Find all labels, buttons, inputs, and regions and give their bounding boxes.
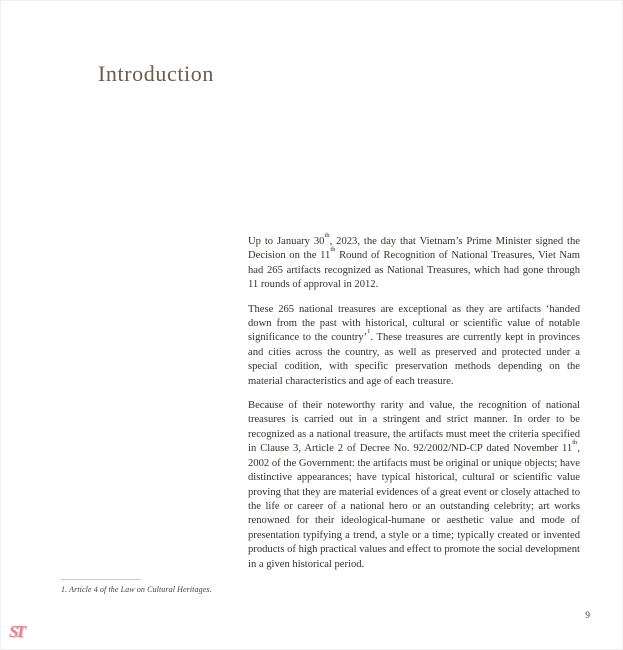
paragraph: Up to January 30th, 2023, the day that Vietnam’s Prime Minister signed the Decision on the 11th Round of Recognition of National Treasures, Viet Nam had 265 artifacts recognized as National Treasures, which had gone through 11 rounds of approval in 2012. [248, 231, 580, 291]
paragraph: Because of their noteworthy rarity and value, the recognition of national treasures is carried out in a stringent and strict manner. In order to be recognized as a national treasure, the artifacts must meet the criteria specified in Clause 3, Article 2 of Decree No. 92/2002/ND-CP dated November 11th, 2002 of the Government: the artifacts must be original or unique objects; have distinctive appearances; have typical historical, cultural or scientific value proving that they are material evidences of a great event or closely attached to the life or career of a national hero or an outstanding celebrity; art works renowned for their ideological-humane or aesthetic value and mode of presentation typifying a trend, a style or a time; typically created or invented products of high practical values and effect to promote the social development in a given historical period. [248, 400, 580, 570]
body-text [248, 231, 580, 582]
page-number: 9 [585, 611, 590, 621]
page-title: Introduction [98, 61, 214, 86]
footnote-divider [61, 579, 141, 580]
footnote [61, 579, 241, 594]
paragraph: These 265 national treasures are exceptional as they are artifacts ‘handed down from the past with historical, cultural or scientific value of notable significance to the country’$^1$. These treasures are currently kept in provinces and cities across the country, as well as preserved and protected under a special codition, with specific preservation methods depending on the material characteristics and age of each treasure. [248, 303, 580, 387]
publisher-logo-icon: ST [9, 622, 23, 641]
footnote-text: 1. Article 4 of the Law on Cultural Heritages. [61, 585, 212, 594]
